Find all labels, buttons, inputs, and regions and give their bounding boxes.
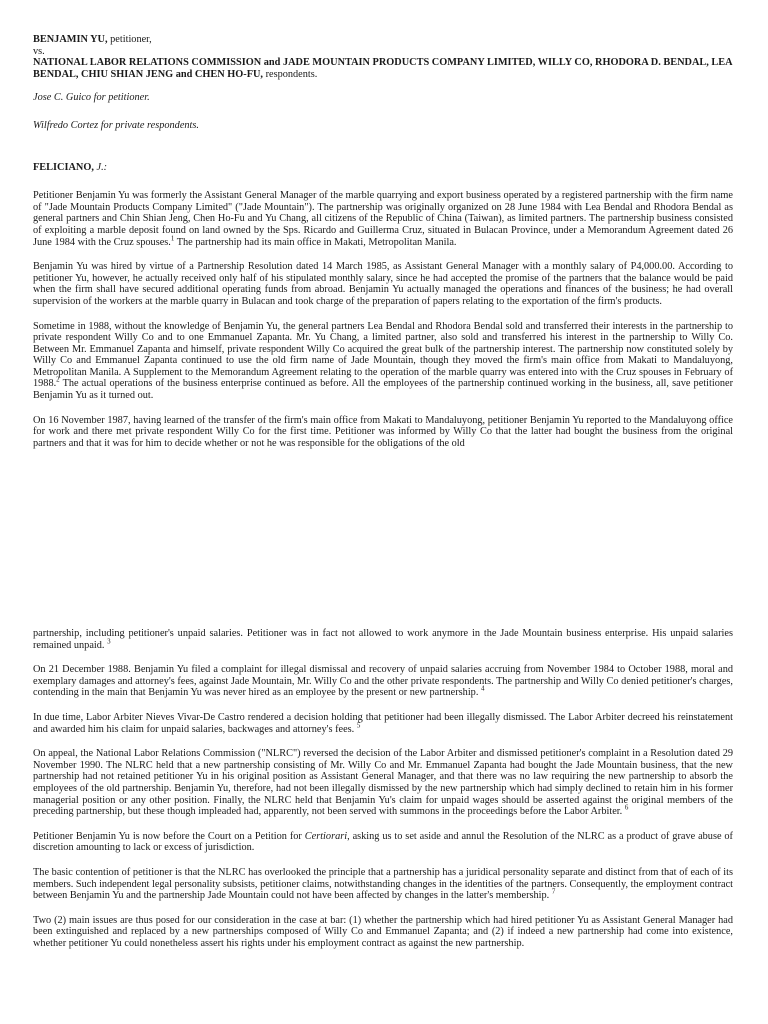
petitioner-role: petitioner, <box>107 34 152 45</box>
ponente <box>33 162 733 174</box>
italic-term: Certiorari <box>304 830 348 842</box>
ponente-name: FELICIANO, <box>33 161 94 173</box>
paragraph <box>33 628 733 651</box>
footnote-ref[interactable]: 7 <box>551 887 556 896</box>
paragraph <box>33 915 733 950</box>
paragraph-text: In due time, Labor Arbiter Nieves Vivar-De Castro rendered a decision holding that petitioner had been illegally dismissed. The Labor Arbiter decreed his reinstatement and awarded him his claim for unpaid salaries, backwages and attorney's fees. <box>33 711 733 735</box>
paragraph-text: , asking us to set aside and annul the Resolution of the NLRC as a product of grave abuse of discretion amounting to lack or excess of jurisdiction. <box>33 830 733 854</box>
ponente-suffix: J.: <box>93 161 108 173</box>
versus: vs. <box>33 45 45 57</box>
paragraph-text: partnership, including petitioner's unpaid salaries. Petitioner was in fact not allowed to work anymore in the Jade Mountain business enterprise. His unpaid salaries remained unpaid. <box>33 628 733 651</box>
paragraph-text: On 21 December 1988. Benjamin Yu filed a complaint for illegal dismissal and recovery of unpaid salaries accruing from November 1984 to October 1988, moral and exemplary damages and attorney's fees, against Jade Mountain, Mr. Willy Co and the other private respondents. The partnership and Willy Co denied petitioner's charges, contending in the main that Benjamin Yu was never hired as an employee by the present or new partnership. <box>33 664 733 699</box>
case-caption <box>33 34 733 80</box>
footnote-ref[interactable]: 5 <box>356 721 361 730</box>
respondents-line <box>33 57 733 80</box>
paragraph-text: Two (2) main issues are thus posed for our consideration in the case at bar: (1) whether the partnership which had hired petitioner Yu as Assistant General Manager had been extinguished and replaced by a new partnerships composed of Willy Co and Emmanuel Zapanta; and (2) if indeed a new partnership had come into existence, whether petitioner Yu could nonetheless assert his rights under his employment contract as against the new partnership. <box>33 914 733 949</box>
counsel-respondents: Wilfredo Cortez for private respondents. <box>33 119 199 131</box>
paragraph <box>33 415 733 450</box>
footnote-ref[interactable]: 6 <box>624 803 629 812</box>
footnote-ref[interactable]: 4 <box>480 684 485 693</box>
paragraph-text: Benjamin Yu was hired by virtue of a Partnership Resolution dated 14 March 1985, as Assistant General Manager with a monthly salary of P4,000.00. According to petitioner Yu, however, he actually received only half of his stipulated monthly salary, since he had accepted the promise of the partners that the balance would be paid when the firm shall have secured additional operating funds from abroad. Benjamin Yu actually managed the operations and finances of the business; he had overall supervision of the workers at the marble quarry in Bulacan and took charge of the preparation of papers relating to the exportation of the firm's products. <box>33 261 733 307</box>
paragraph <box>33 712 733 735</box>
paragraph <box>33 664 733 699</box>
paragraph <box>33 748 733 818</box>
paragraph-text: Petitioner Benjamin Yu was formerly the Assistant General Manager of the marble quarrying and export business operated by a registered partnership with the firm name of "Jade Mountain Products Company Limited" ("Jade Mountain"). The partnership was originally organized on 28 June 1984 with Lea Bendal and Rhodora Bendal as general partners and Chin Shian Jeng, Chen Ho-Fu and Yu Chang, all citizens of the Republic of China (Taiwan), as limited partners. The partnership business consisted of exploiting a marble deposit found on land owned by the Sps. Ricardo and Guillerma Cruz, situated in Bulacan Province, under a Memorandum Agreement dated 26 June 1984 with the Cruz spouses. <box>33 190 733 248</box>
respondents-names: NATIONAL LABOR RELATIONS COMMISSION and JADE MOUNTAIN PRODUCTS COMPANY LIMITED, WILLY CO, RHODORA D. BENDAL, LEA BENDAL, CHIU SHIAN JENG and CHEN HO-FU, <box>33 57 733 80</box>
paragraph <box>33 321 733 402</box>
petitioner-name: BENJAMIN YU, <box>33 34 108 45</box>
footnote-ref[interactable]: 2 <box>56 376 60 385</box>
paragraph <box>33 831 733 854</box>
page-one <box>33 34 733 462</box>
counsel-block <box>33 92 733 131</box>
paragraph-text: The actual operations of the business enterprise continued as before. All the employees of the partnership continued working in the business, all, save petitioner Benjamin Yu as it turned out. <box>33 378 733 402</box>
footnote-ref[interactable]: 3 <box>107 637 111 646</box>
paragraph-text: Sometime in 1988, without the knowledge of Benjamin Yu, the general partners Lea Bendal and Rhodora Bendal sold and transferred their interests in the partnership to private respondent Willy Co and to one Emmanuel Zapanta. Mr. Yu Chang, a limited partner, also sold and transferred his interest in the partnership to Willy Co. Between Mr. Emmanuel Zapanta and himself, private respondent Willy Co acquired the great bulk of the partnership interest. The partnership now constituted solely by Willy Co and Emmanuel Zapanta continued to use the old firm name of Jade Mountain, though they moved the firm's main office from Makati to Mandaluyong, Metropolitan Manila. A Supplement to the Memorandum Agreement relating to the operation of the marble quarry was entered into with the Cruz spouses in February of 1988. <box>33 320 733 390</box>
paragraph <box>33 867 733 902</box>
footnote-ref[interactable]: 1 <box>170 234 175 243</box>
paragraph <box>33 261 733 307</box>
paragraph-text: The partnership had its main office in Makati, Metropolitan Manila. <box>174 236 457 248</box>
petitioner-line <box>33 34 733 46</box>
respondents-role: respondents. <box>263 68 318 80</box>
paragraph-text: The basic contention of petitioner is that the NLRC has overlooked the principle that a partnership has a juridical personality separate and distinct from that of each of its members. Such independent legal personality subsists, petitioner claims, notwithstanding changes in the identities of the partners. Consequently, the employment contract between Benjamin Yu and the partnership Jade Mountain could not have been affected by changes in the latter's membership. <box>33 866 733 902</box>
paragraph-text: Petitioner Benjamin Yu is now before the Court on a Petition for <box>33 830 305 842</box>
paragraph-text: On appeal, the National Labor Relations Commission ("NLRC") reversed the decision of the Labor Arbiter and dismissed petitioner's complaint in a Resolution dated 29 November 1990. The NLRC held that a new partnership consisting of Mr. Willy Co and Mr. Emmanuel Zapanta had bought the Jade Mountain business, that the new partnership had not retained petitioner Yu in his original position as Assistant General Manager, and that there was no law requiring the new partnership to absorb the employees of the old partnership. Benjamin Yu, therefore, had not been illegally dismissed by the new partnership which had simply declined to retain him in his former managerial position or any other position. Finally, the NLRC held that Benjamin Yu's claim for unpaid wages should be asserted against the original members of the preceding partnership, but these though impleaded had, apparently, not been served with summons in the proceedings before the Labor Arbiter. <box>33 748 733 818</box>
counsel-petitioner: Jose C. Guico for petitioner. <box>33 92 150 104</box>
paragraph <box>33 190 733 248</box>
page-two <box>33 628 733 962</box>
paragraph-text: On 16 November 1987, having learned of the transfer of the firm's main office from Makati to Mandaluyong, petitioner Benjamin Yu reported to the Mandaluyong office for work and there met private respondent Willy Co for the first time. Petitioner was informed by Willy Co that the latter had bought the business from the original partners and that it was for him to decide whether or not he was responsible for the obligations of the old <box>33 414 733 449</box>
